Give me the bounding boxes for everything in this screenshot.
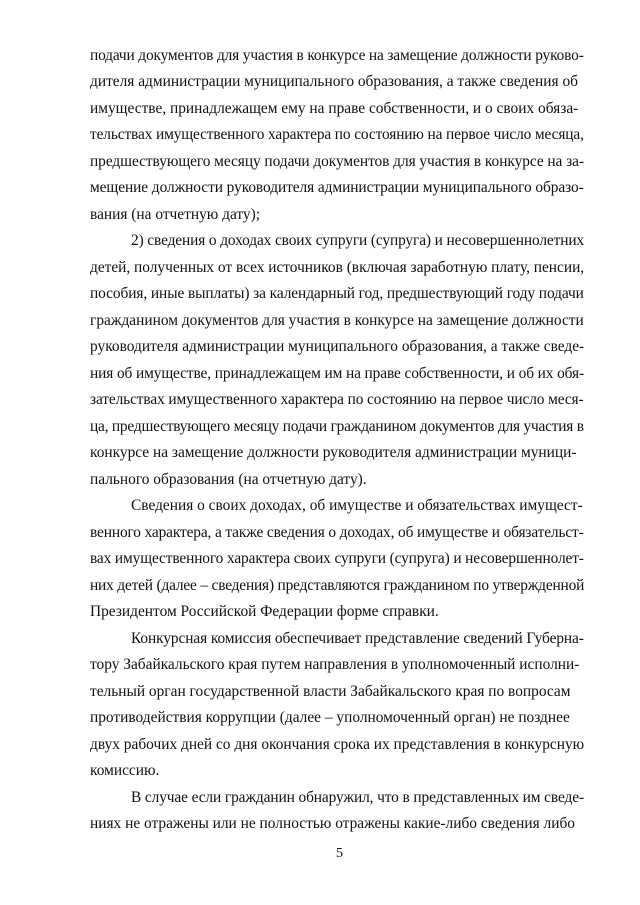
text-line-last: Президентом Российской Федерации форме справки. [90, 603, 439, 620]
text-line: двух рабочих дней со дня окончания срока их представления в конкурсную [90, 736, 585, 753]
text-line-last: пального образования (на отчетную дату). [90, 471, 367, 488]
text-line: вах имущественного характера своих супруги (супруга) и несовершеннолет- [90, 550, 584, 567]
text-line: ниях не отражены или не полностью отражены какие-либо сведения либо [90, 815, 575, 832]
text-line-indent: 2) сведения о доходах своих супруги (супруга) и несовершеннолетних [131, 232, 585, 249]
text-line: тельствах имущественного характера по состоянию на первое число месяца, [90, 126, 584, 143]
text-line: противодействия коррупции (далее – уполномоченный орган) не позднее [90, 709, 570, 726]
text-line: предшествующего месяцу подачи документов для участия в конкурсе на за- [90, 153, 584, 170]
text-line: венного характера, а также сведения о доходах, об имуществе и обязательст- [90, 524, 584, 541]
text-line: детей, полученных от всех источников (включая заработную плату, пенсии, [90, 259, 585, 276]
page-number: 5 [336, 846, 343, 861]
text-line-last: вания (на отчетную дату); [90, 206, 261, 223]
text-line-indent: В случае если гражданин обнаружил, что в представленных им сведе- [131, 789, 584, 806]
text-line: них детей (далее – сведения) представляются гражданином по утвержденной [90, 577, 585, 594]
text-line: зательствах имущественного характера по состоянию на первое число меся- [90, 391, 584, 408]
text-line: дителя администрации муниципального образования, а также сведения об [90, 73, 578, 90]
text-line: ния об имуществе, принадлежащем им на праве собственности, и об их обя- [90, 365, 584, 382]
text-line: гражданином документов для участия в конкурсе на замещение должности [90, 312, 584, 329]
text-line-indent: Сведения о своих доходах, об имуществе и обязательствах имущест- [131, 497, 583, 514]
text-line: пособия, иные выплаты) за календарный год, предшествующий году подачи [90, 285, 584, 302]
text-line: конкурсе на замещение должности руководителя администрации муници- [90, 444, 577, 461]
text-line: имуществе, принадлежащем ему на праве собственности, и о своих обяза- [90, 100, 579, 117]
text-line: подачи документов для участия в конкурсе на замещение должности руково- [90, 47, 584, 64]
text-line: тору Забайкальского края путем направления в уполномоченный исполни- [90, 656, 580, 673]
text-line: тельный орган государственной власти Забайкальского края по вопросам [90, 683, 571, 700]
text-line: руководителя администрации муниципального образования, а также сведе- [90, 338, 585, 355]
text-line-last: комиссию. [90, 762, 160, 779]
text-line: ца, предшествующего месяцу подачи гражданином документов для участия в [90, 418, 584, 435]
text-line: мещение должности руководителя администрации муниципального образо- [90, 179, 584, 196]
text-line-indent: Конкурсная комиссия обеспечивает представление сведений Губерна- [131, 630, 584, 647]
